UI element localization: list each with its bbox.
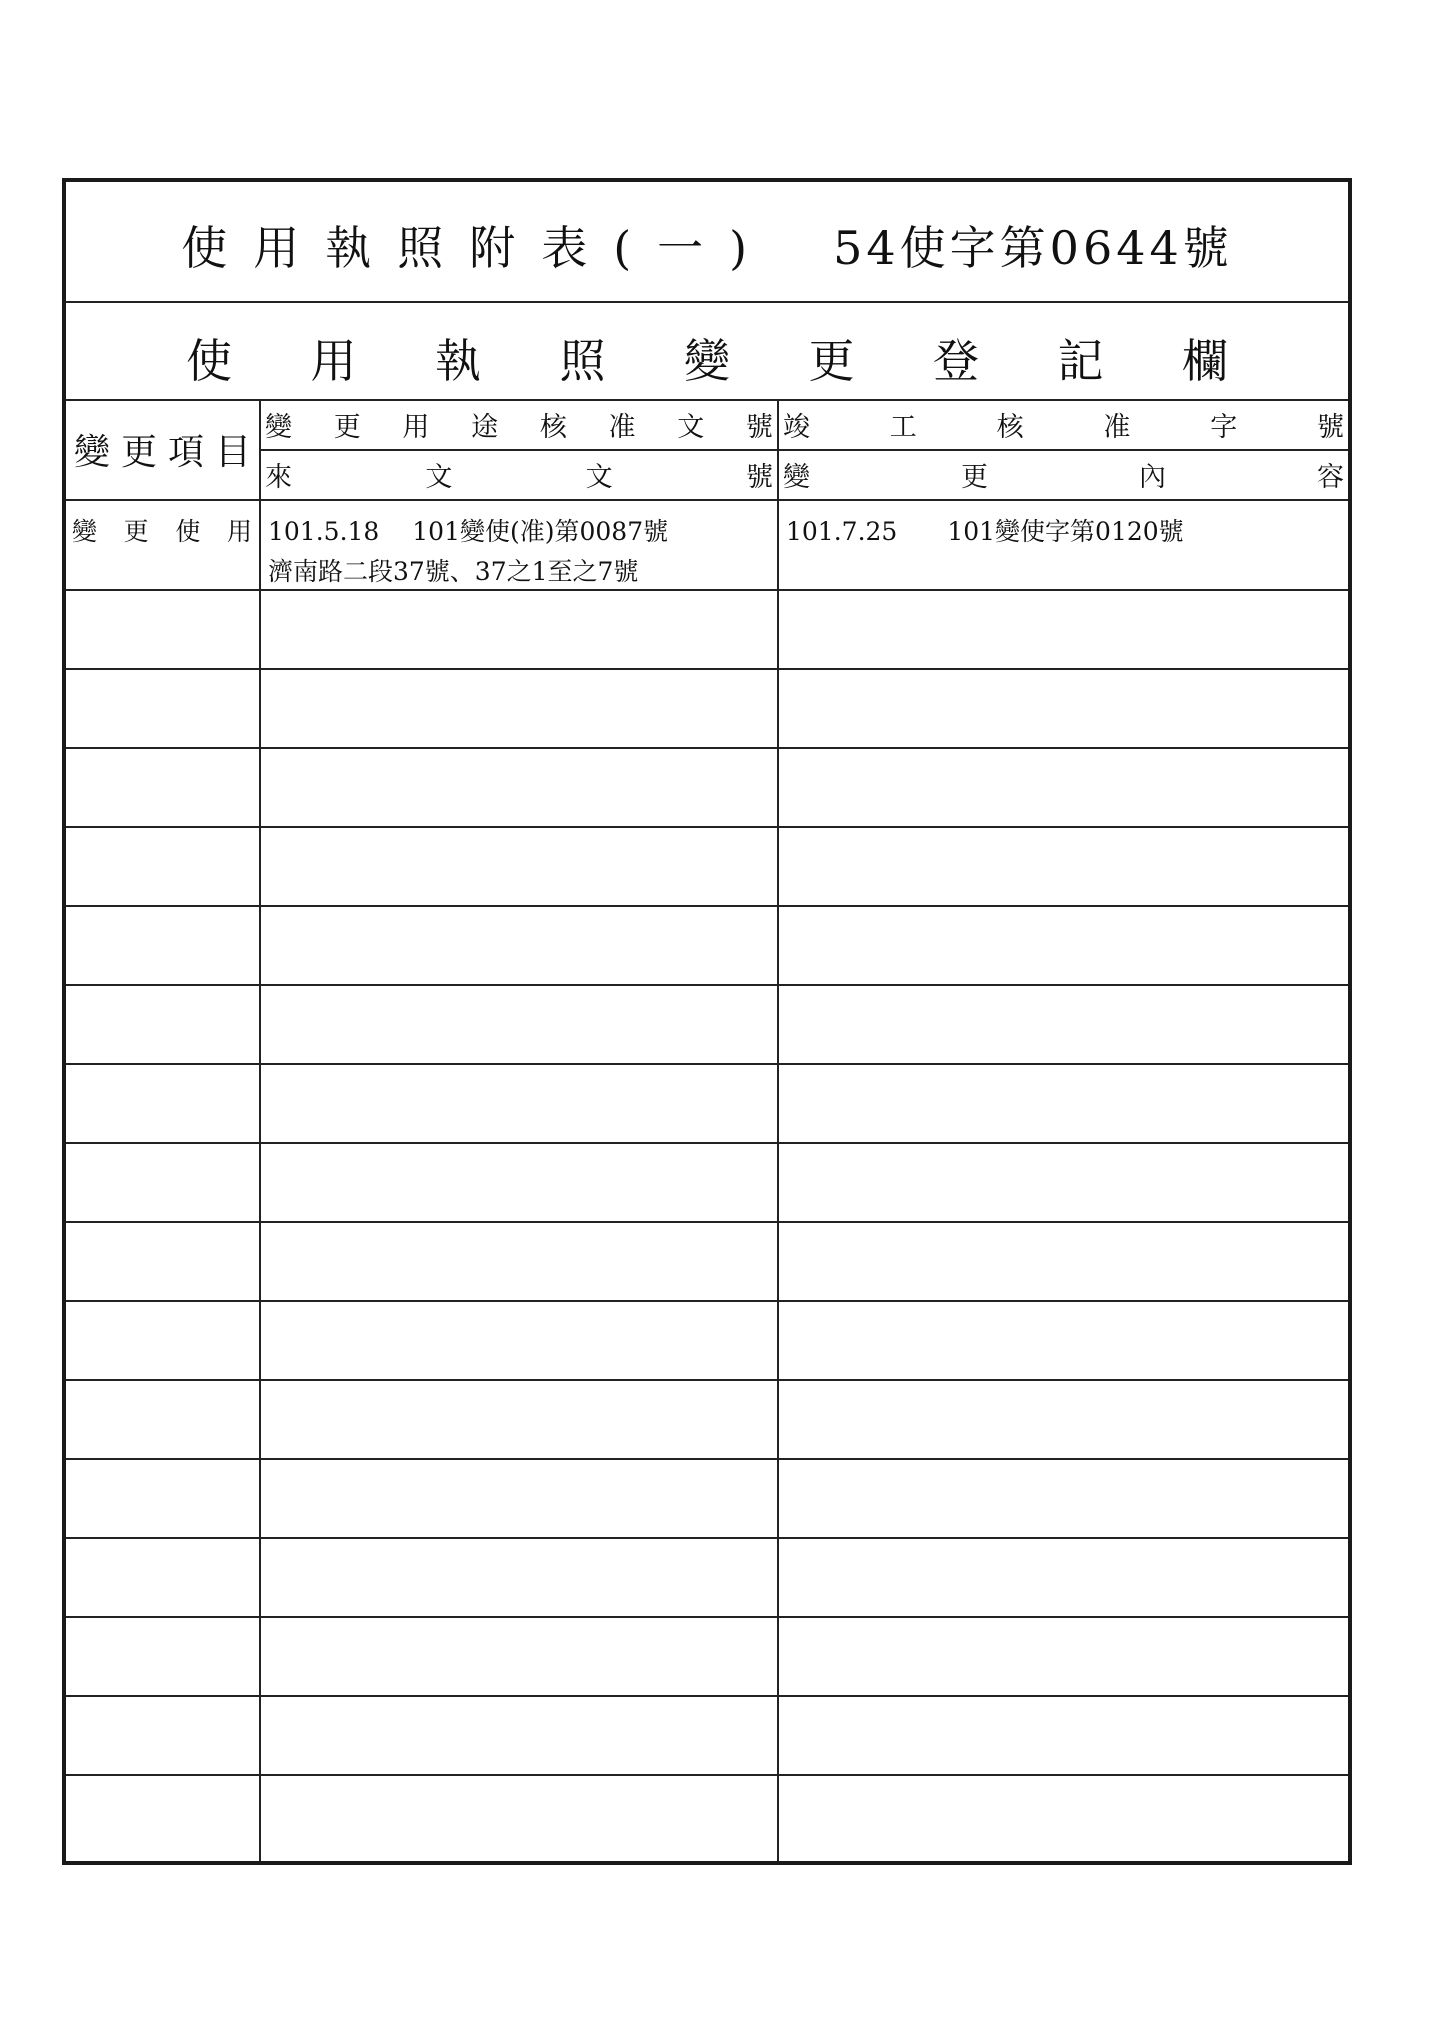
- title-main: 使用執照附表(一): [181, 221, 774, 275]
- table-row: [66, 1063, 1348, 1065]
- table-row: [66, 1695, 1348, 1697]
- subtitle-char: 變: [684, 334, 730, 388]
- column-divider: [777, 399, 779, 1861]
- row-address: 濟南路二段37號、37之1至之7號: [268, 557, 639, 586]
- table-row: [66, 826, 1348, 828]
- title-row: [66, 182, 1348, 303]
- form-title: [66, 212, 1348, 278]
- table-row: [66, 1142, 1348, 1144]
- cell-char: 使: [175, 517, 201, 546]
- header-char: 途: [471, 411, 499, 443]
- subtitle-char: 執: [435, 334, 481, 388]
- row-change-item: [72, 512, 252, 548]
- header-char: 准: [1103, 411, 1131, 443]
- header-char: 文: [425, 461, 453, 493]
- table-row: [66, 984, 1348, 986]
- header-char: 來: [265, 461, 292, 493]
- table-row: [66, 1300, 1348, 1302]
- header-completion-number: [779, 399, 1348, 449]
- header-char: 變: [265, 411, 292, 443]
- header-char: 准: [608, 411, 636, 443]
- subtitle-char: 登: [933, 334, 979, 388]
- table-row: [66, 1221, 1348, 1223]
- header-char: 更: [120, 431, 157, 473]
- header-char: 容: [1317, 461, 1344, 493]
- table-row: [66, 668, 1348, 670]
- subtitle-char: 用: [310, 334, 357, 388]
- table-row: [66, 905, 1348, 907]
- column-divider: [259, 399, 261, 1861]
- row-approval-doc: 101.5.18 101變使(准)第0087號: [268, 517, 669, 546]
- header-char: 核: [539, 411, 567, 443]
- table-row: [66, 589, 1348, 591]
- header-char: 目: [214, 431, 251, 473]
- header-char: 變: [783, 461, 810, 493]
- table-row: [66, 1774, 1348, 1776]
- table-row: [66, 1458, 1348, 1460]
- subtitle-char: 更: [808, 334, 855, 388]
- subtitle-char: 記: [1057, 334, 1104, 388]
- cell-char: 變: [72, 517, 98, 546]
- header-char: 竣: [783, 411, 810, 443]
- header-change-content: [779, 449, 1348, 499]
- form-subtitle: [186, 325, 1228, 391]
- subtitle-char: 使: [186, 334, 232, 388]
- header-char: 工: [889, 411, 917, 443]
- header-change-item: [66, 399, 259, 499]
- header-char: 核: [996, 411, 1024, 443]
- license-number: 54使字第0644號: [833, 221, 1233, 275]
- header-char: 號: [745, 411, 773, 443]
- header-char: 變: [74, 431, 111, 473]
- license-attachment-form: [62, 178, 1352, 1865]
- header-char: 更: [333, 411, 361, 443]
- header-char: 字: [1210, 411, 1238, 443]
- header-char: 更: [961, 461, 988, 493]
- subtitle-row: [66, 301, 1348, 401]
- table-row: [66, 747, 1348, 749]
- header-char: 項: [167, 431, 204, 473]
- header-char: 內: [1139, 461, 1166, 493]
- header-char: 文: [677, 411, 705, 443]
- table-row: [66, 1616, 1348, 1618]
- row-completion-number: 101.7.25 101變使字第0120號: [786, 517, 1184, 546]
- header-char: 號: [745, 461, 773, 493]
- table-row: [66, 1537, 1348, 1539]
- cell-char: 用: [226, 517, 252, 546]
- table-row: [66, 1379, 1348, 1381]
- header-incoming-doc-number: [261, 449, 777, 499]
- subtitle-char: 照: [559, 334, 606, 388]
- header-char: 文: [585, 461, 613, 493]
- subtitle-char: 欄: [1182, 334, 1228, 388]
- header-approval-doc-number: [261, 399, 777, 449]
- header-char: 號: [1316, 411, 1344, 443]
- cell-char: 更: [123, 517, 149, 546]
- header-char: 用: [402, 411, 430, 443]
